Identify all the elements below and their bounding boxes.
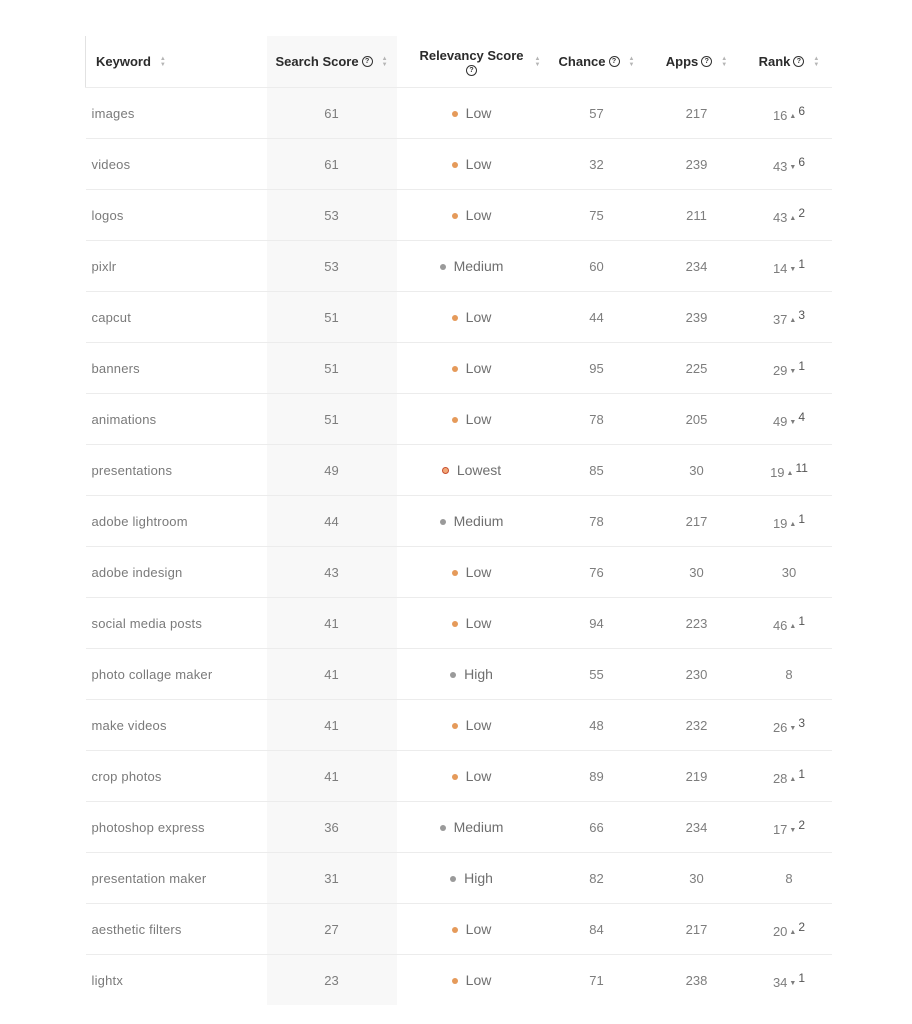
sort-arrows-icon[interactable]: ▲ ▼ xyxy=(721,55,728,68)
relevancy-cell xyxy=(397,598,547,649)
relevancy-cell xyxy=(397,292,547,343)
relevancy-label: Low xyxy=(465,972,492,988)
rank-cell xyxy=(747,241,832,292)
rank-change: 3 xyxy=(798,307,806,322)
status-dot-icon xyxy=(442,467,449,474)
search-score-cell: 41 xyxy=(267,700,397,751)
rank-value: 20 xyxy=(772,923,788,939)
sort-arrows-icon[interactable]: ▲ ▼ xyxy=(381,55,388,68)
relevancy-label: Medium xyxy=(453,819,504,835)
column-header-relevancy-score[interactable] xyxy=(397,36,547,88)
keyword-cell[interactable]: presentations xyxy=(86,445,267,496)
chance-cell: 32 xyxy=(547,139,647,190)
column-header-keyword-label: Keyword xyxy=(96,54,151,69)
apps-cell: 211 xyxy=(647,190,747,241)
table-row[interactable] xyxy=(86,496,832,547)
search-score-cell: 31 xyxy=(267,853,397,904)
search-score-cell: 23 xyxy=(267,955,397,1006)
table-body xyxy=(86,88,832,1006)
caret-down-icon: ▼ xyxy=(789,367,797,375)
apps-cell: 232 xyxy=(647,700,747,751)
help-icon[interactable]: ? xyxy=(609,56,620,67)
caret-up-icon: ▲ xyxy=(789,316,797,324)
relevancy-cell xyxy=(397,343,547,394)
rank-change: 2 xyxy=(798,205,806,220)
status-dot-icon xyxy=(452,774,458,780)
column-header-chance-label: Chance xyxy=(558,54,606,69)
apps-cell: 217 xyxy=(647,904,747,955)
keyword-cell[interactable]: presentation maker xyxy=(86,853,267,904)
rank-cell xyxy=(747,547,832,598)
rank-change: 4 xyxy=(798,409,806,424)
apps-cell: 30 xyxy=(647,547,747,598)
chance-cell: 82 xyxy=(547,853,647,904)
relevancy-cell xyxy=(397,700,547,751)
apps-cell: 230 xyxy=(647,649,747,700)
status-dot-icon xyxy=(452,621,458,627)
rank-change: 1 xyxy=(798,256,806,271)
column-header-relevancy-score-label: Relevancy Score xyxy=(419,47,524,63)
relevancy-label: Medium xyxy=(453,513,504,529)
apps-cell: 239 xyxy=(647,292,747,343)
chance-cell: 78 xyxy=(547,394,647,445)
keyword-cell[interactable]: images xyxy=(86,88,267,139)
table-row[interactable] xyxy=(86,343,832,394)
search-score-cell: 51 xyxy=(267,292,397,343)
relevancy-label: Medium xyxy=(453,258,504,274)
rank-change: 2 xyxy=(798,817,806,832)
rank-value: 16 xyxy=(772,107,788,123)
status-dot-icon xyxy=(450,672,456,678)
status-dot-icon xyxy=(452,978,458,984)
chance-cell: 76 xyxy=(547,547,647,598)
keyword-cell[interactable]: videos xyxy=(86,139,267,190)
keyword-cell[interactable]: crop photos xyxy=(86,751,267,802)
keyword-cell[interactable]: logos xyxy=(86,190,267,241)
relevancy-label: Low xyxy=(465,105,492,121)
chance-cell: 94 xyxy=(547,598,647,649)
rank-cell xyxy=(747,751,832,802)
table-row[interactable] xyxy=(86,190,832,241)
rank-value: 8 xyxy=(785,870,793,886)
relevancy-label: Low xyxy=(465,207,492,223)
relevancy-cell xyxy=(397,241,547,292)
rank-change: 1 xyxy=(798,613,806,628)
table-row[interactable] xyxy=(86,139,832,190)
table-row[interactable] xyxy=(86,547,832,598)
search-score-cell: 41 xyxy=(267,751,397,802)
chance-cell: 95 xyxy=(547,343,647,394)
apps-cell: 205 xyxy=(647,394,747,445)
relevancy-label: Low xyxy=(465,615,492,631)
chance-cell: 78 xyxy=(547,496,647,547)
column-header-chance[interactable] xyxy=(547,36,647,88)
rank-change: 1 xyxy=(798,766,806,781)
rank-cell xyxy=(747,853,832,904)
sort-arrows-icon[interactable]: ▲ ▼ xyxy=(813,55,820,68)
rank-value: 28 xyxy=(772,770,788,786)
chance-cell: 48 xyxy=(547,700,647,751)
relevancy-label: High xyxy=(464,870,493,886)
chance-cell: 71 xyxy=(589,972,604,988)
rank-cell xyxy=(747,955,832,1006)
rank-cell xyxy=(747,139,832,190)
help-icon[interactable]: ? xyxy=(701,56,712,67)
rank-value: 14 xyxy=(772,260,788,276)
keyword-cell[interactable]: photo collage maker xyxy=(86,649,267,700)
chance-cell: 55 xyxy=(547,649,647,700)
rank-cell xyxy=(747,598,832,649)
search-score-cell: 53 xyxy=(267,241,397,292)
rank-cell xyxy=(747,88,832,139)
relevancy-label: High xyxy=(464,666,493,682)
rank-change: 1 xyxy=(798,511,806,526)
search-score-cell: 51 xyxy=(267,394,397,445)
caret-up-icon: ▲ xyxy=(789,214,797,222)
relevancy-label: Low xyxy=(465,411,492,427)
keyword-cell[interactable]: animations xyxy=(86,394,267,445)
keyword-cell[interactable]: lightx xyxy=(91,972,124,988)
relevancy-cell xyxy=(397,139,547,190)
relevancy-cell xyxy=(397,496,547,547)
keyword-cell[interactable]: aesthetic filters xyxy=(86,904,267,955)
status-dot-icon xyxy=(452,111,458,117)
status-dot-icon xyxy=(440,825,446,831)
relevancy-label: Low xyxy=(465,564,492,580)
column-header-search-score[interactable] xyxy=(267,36,397,88)
rank-cell xyxy=(747,496,832,547)
relevancy-cell xyxy=(397,88,547,139)
table-row[interactable] xyxy=(86,904,832,955)
relevancy-label: Low xyxy=(465,360,492,376)
search-score-cell: 41 xyxy=(267,598,397,649)
relevancy-label: Low xyxy=(465,156,492,172)
search-score-cell: 61 xyxy=(267,139,397,190)
status-dot-icon xyxy=(452,162,458,168)
status-dot-icon xyxy=(450,876,456,882)
column-header-rank-label: Rank xyxy=(758,54,791,69)
keyword-cell[interactable]: pixlr xyxy=(86,241,267,292)
rank-value: 19 xyxy=(772,515,788,531)
table-row[interactable] xyxy=(86,751,832,802)
table-row[interactable] xyxy=(86,853,832,904)
rank-change: 1 xyxy=(798,970,806,985)
rank-value: 17 xyxy=(772,821,788,837)
chance-cell: 84 xyxy=(547,904,647,955)
column-header-rank[interactable] xyxy=(747,36,832,88)
relevancy-cell xyxy=(397,751,547,802)
status-dot-icon xyxy=(440,264,446,270)
keyword-table-container xyxy=(85,36,831,1005)
search-score-cell: 27 xyxy=(267,904,397,955)
keyword-cell[interactable]: make videos xyxy=(86,700,267,751)
help-icon[interactable]: ? xyxy=(466,65,477,76)
chance-cell: 75 xyxy=(547,190,647,241)
search-score-cell: 44 xyxy=(267,496,397,547)
chance-cell: 66 xyxy=(547,802,647,853)
rank-change: 1 xyxy=(798,358,806,373)
apps-cell: 234 xyxy=(647,241,747,292)
chance-cell: 44 xyxy=(547,292,647,343)
keyword-cell[interactable]: social media posts xyxy=(86,598,267,649)
sort-arrows-icon[interactable]: ▲ ▼ xyxy=(159,55,166,68)
rank-change: 6 xyxy=(798,103,806,118)
search-score-cell: 49 xyxy=(267,445,397,496)
header-row xyxy=(86,36,832,88)
rank-cell xyxy=(747,802,832,853)
search-score-cell: 43 xyxy=(267,547,397,598)
table-row[interactable] xyxy=(86,241,832,292)
column-header-search-score-label: Search Score xyxy=(275,54,359,69)
relevancy-label: Low xyxy=(465,309,492,325)
rank-value: 34 xyxy=(772,974,788,990)
caret-down-icon: ▼ xyxy=(789,418,797,426)
status-dot-icon xyxy=(440,519,446,525)
caret-up-icon: ▲ xyxy=(789,775,797,783)
table-row[interactable] xyxy=(86,88,832,139)
relevancy-cell xyxy=(397,853,547,904)
chance-cell: 60 xyxy=(547,241,647,292)
rank-cell xyxy=(747,394,832,445)
help-icon[interactable]: ? xyxy=(362,56,373,67)
rank-cell xyxy=(747,904,832,955)
keyword-cell[interactable]: adobe indesign xyxy=(86,547,267,598)
rank-change: 3 xyxy=(798,715,806,730)
search-score-cell: 53 xyxy=(267,190,397,241)
help-icon[interactable]: ? xyxy=(793,56,804,67)
apps-cell: 225 xyxy=(647,343,747,394)
rank-value: 46 xyxy=(772,617,788,633)
rank-change: 6 xyxy=(798,154,806,169)
caret-down-icon: ▼ xyxy=(789,265,797,273)
relevancy-cell xyxy=(397,802,547,853)
search-score-cell: 41 xyxy=(267,649,397,700)
apps-cell: 217 xyxy=(647,496,747,547)
table-row[interactable] xyxy=(86,649,832,700)
rank-value: 19 xyxy=(770,464,785,480)
relevancy-cell xyxy=(397,955,547,1006)
rank-value: 37 xyxy=(772,311,788,327)
rank-value: 26 xyxy=(772,719,788,735)
status-dot-icon xyxy=(452,315,458,321)
table-row[interactable] xyxy=(86,394,832,445)
rank-cell xyxy=(747,700,832,751)
relevancy-label: Low xyxy=(465,717,492,733)
rank-value: 29 xyxy=(772,362,788,378)
search-score-cell: 61 xyxy=(267,88,397,139)
apps-cell: 30 xyxy=(647,853,747,904)
status-dot-icon xyxy=(452,213,458,219)
rank-cell xyxy=(747,343,832,394)
column-header-apps[interactable] xyxy=(647,36,747,88)
caret-up-icon: ▲ xyxy=(789,928,797,936)
relevancy-label: Lowest xyxy=(456,462,502,478)
status-dot-icon xyxy=(452,723,458,729)
chance-cell: 85 xyxy=(547,445,647,496)
relevancy-label: Low xyxy=(465,768,492,784)
rank-change: 11 xyxy=(795,460,808,475)
column-header-keyword[interactable] xyxy=(86,36,267,88)
apps-cell: 239 xyxy=(647,139,747,190)
keyword-cell[interactable]: adobe lightroom xyxy=(86,496,267,547)
apps-cell: 234 xyxy=(647,802,747,853)
rank-value: 30 xyxy=(781,564,797,580)
table-row[interactable] xyxy=(86,955,832,1006)
keyword-cell[interactable]: capcut xyxy=(86,292,267,343)
rank-value: 43 xyxy=(772,158,788,174)
rank-value: 8 xyxy=(785,666,793,682)
table-row[interactable] xyxy=(86,292,832,343)
caret-up-icon: ▲ xyxy=(789,520,797,528)
rank-cell xyxy=(747,292,832,343)
status-dot-icon xyxy=(452,570,458,576)
rank-value: 43 xyxy=(772,209,788,225)
apps-cell: 219 xyxy=(647,751,747,802)
caret-down-icon: ▼ xyxy=(789,826,797,834)
status-dot-icon xyxy=(452,927,458,933)
rank-cell xyxy=(747,190,832,241)
caret-down-icon: ▼ xyxy=(789,724,797,732)
chance-cell: 57 xyxy=(547,88,647,139)
apps-cell: 30 xyxy=(647,445,747,496)
keyword-table xyxy=(85,36,832,1005)
rank-cell xyxy=(747,445,832,496)
caret-up-icon: ▲ xyxy=(789,112,797,120)
apps-cell: 238 xyxy=(685,972,708,988)
rank-cell xyxy=(747,649,832,700)
caret-down-icon: ▼ xyxy=(789,163,797,171)
caret-up-icon: ▲ xyxy=(789,622,797,630)
table-row[interactable] xyxy=(86,802,832,853)
relevancy-cell xyxy=(397,649,547,700)
rank-value: 49 xyxy=(772,413,788,429)
chance-cell: 89 xyxy=(547,751,647,802)
table-row[interactable] xyxy=(86,445,832,496)
status-dot-icon xyxy=(452,366,458,372)
relevancy-cell xyxy=(397,190,547,241)
caret-down-icon: ▼ xyxy=(789,979,797,987)
keyword-cell[interactable]: photoshop express xyxy=(86,802,267,853)
relevancy-cell xyxy=(397,904,547,955)
relevancy-cell xyxy=(397,445,547,496)
sort-arrows-icon[interactable]: ▲ ▼ xyxy=(628,55,635,68)
relevancy-label: Low xyxy=(465,921,492,937)
status-dot-icon xyxy=(452,417,458,423)
relevancy-cell xyxy=(397,394,547,445)
apps-cell: 223 xyxy=(647,598,747,649)
relevancy-cell xyxy=(397,547,547,598)
rank-change: 2 xyxy=(798,919,806,934)
caret-up-icon: ▲ xyxy=(786,469,794,477)
apps-cell: 217 xyxy=(647,88,747,139)
search-score-cell: 51 xyxy=(267,343,397,394)
keyword-cell[interactable]: banners xyxy=(86,343,267,394)
search-score-cell: 36 xyxy=(267,802,397,853)
sort-arrows-icon[interactable]: ▲ ▼ xyxy=(534,56,541,68)
table-row[interactable] xyxy=(86,700,832,751)
table-row[interactable] xyxy=(86,598,832,649)
column-header-apps-label: Apps xyxy=(665,54,699,69)
